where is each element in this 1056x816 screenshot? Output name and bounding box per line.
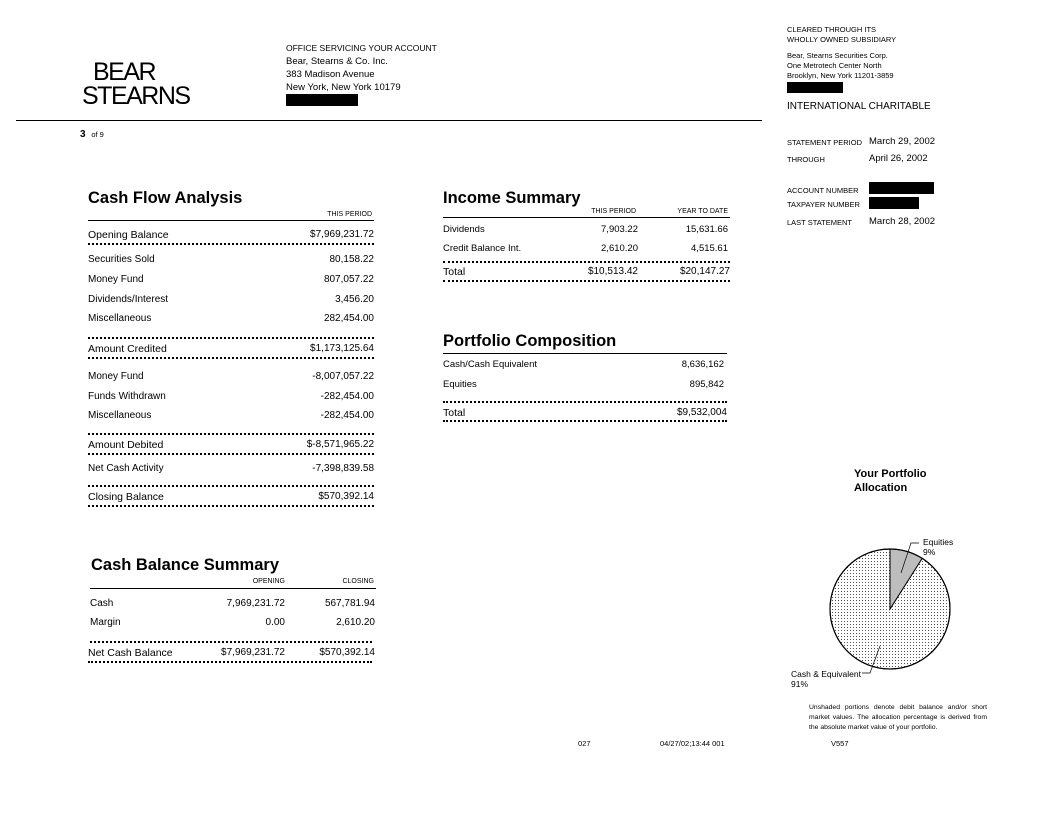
income-total-this-period: $10,513.42 <box>587 266 638 277</box>
net-cash-activity-value: -7,398,839.58 <box>312 463 374 474</box>
dotted-rule <box>88 485 374 489</box>
dotted-rule <box>88 505 374 509</box>
net-cash-balance-closing: $570,392.14 <box>319 647 375 658</box>
last-statement-value: March 28, 2002 <box>869 216 936 227</box>
opening-balance-label: Opening Balance <box>88 229 169 241</box>
office-address <box>286 42 437 94</box>
row-value: -282,454.00 <box>320 391 374 402</box>
closing-balance-label: Closing Balance <box>88 491 164 503</box>
redacted-box <box>869 197 919 209</box>
row-value: 807,057.22 <box>323 274 374 285</box>
bear-stearns-logo <box>82 60 190 108</box>
closing-balance-value: $570,392.14 <box>318 491 374 502</box>
row-value: 895,842 <box>689 379 724 390</box>
row-value-this-period: 2,610.20 <box>601 243 638 254</box>
cash-pct: 91% <box>791 679 809 689</box>
cash-flow-title: Cash Flow Analysis <box>88 189 243 207</box>
row-label: Money Fund <box>88 371 144 382</box>
income-col2-header: YEAR TO DATE <box>677 208 728 215</box>
redacted-box <box>787 82 843 93</box>
net-cash-balance-label: Net Cash Balance <box>88 647 173 659</box>
row-label: Margin <box>90 617 121 628</box>
dotted-rule <box>443 280 730 284</box>
rule <box>443 353 727 354</box>
page-of: of 9 <box>91 130 104 139</box>
rule <box>88 220 374 221</box>
through-label: THROUGH <box>787 155 825 164</box>
rule <box>90 588 376 589</box>
redacted-box <box>869 182 934 194</box>
equities-label: Equities <box>923 537 954 547</box>
amount-debited-label: Amount Debited <box>88 439 164 451</box>
clearing-street: One Metrotech Center North <box>787 61 882 70</box>
amount-credited-label: Amount Credited <box>88 343 167 355</box>
office-street: 383 Madison Avenue <box>286 69 375 80</box>
allocation-title <box>854 467 927 495</box>
row-label: Dividends/Interest <box>88 294 169 305</box>
allocation-title-line1: Your Portfolio <box>854 468 927 480</box>
row-value: 80,158.22 <box>329 254 374 265</box>
row-value-opening: 0.00 <box>265 617 285 628</box>
clearing-name: Bear, Stearns Securities Corp. <box>787 51 888 60</box>
dotted-rule <box>90 641 372 645</box>
row-label: Miscellaneous <box>88 313 152 324</box>
amount-credited-value: $1,173,125.64 <box>310 343 374 354</box>
row-value: -282,454.00 <box>320 410 374 421</box>
statement-period-value: March 29, 2002 <box>869 136 936 147</box>
office-name: Bear, Stearns & Co. Inc. <box>286 56 388 67</box>
row-value: 282,454.00 <box>323 313 374 324</box>
row-value-closing: 2,610.20 <box>336 617 375 628</box>
row-value: 3,456.20 <box>335 294 374 305</box>
cash-legend <box>791 669 861 689</box>
portfolio-total-label: Total <box>443 407 466 419</box>
clearing-block <box>787 25 896 81</box>
account-name: INTERNATIONAL CHARITABLE <box>787 101 931 112</box>
redacted-box <box>286 94 358 106</box>
row-value-ytd: 15,631.66 <box>685 224 728 235</box>
header-rule <box>16 120 762 121</box>
cash-balance-col1-header: OPENING <box>252 578 285 585</box>
income-total-label: Total <box>443 266 466 278</box>
allocation-title-line2: Allocation <box>854 482 908 494</box>
income-total-ytd: $20,147.27 <box>679 266 730 277</box>
cash-label: Cash & Equivalent <box>791 669 861 679</box>
row-label: Credit Balance Int. <box>443 243 522 254</box>
page-current: 3 <box>80 129 86 140</box>
office-heading: OFFICE SERVICING YOUR ACCOUNT <box>286 43 437 53</box>
footer-code-2: V557 <box>831 739 849 748</box>
row-label: Funds Withdrawn <box>88 391 166 402</box>
dotted-rule <box>88 357 374 361</box>
cash-balance-col2-header: CLOSING <box>342 578 374 585</box>
dotted-rule <box>88 433 374 437</box>
row-label: Securities Sold <box>88 254 155 265</box>
dotted-rule <box>443 261 730 265</box>
portfolio-total-value: $9,532,004 <box>676 407 727 418</box>
net-cash-activity-label: Net Cash Activity <box>88 463 164 474</box>
income-col1-header: THIS PERIOD <box>591 208 636 215</box>
row-value-opening: 7,969,231.72 <box>226 598 285 609</box>
dotted-rule <box>88 661 372 665</box>
taxpayer-number-label: TAXPAYER NUMBER <box>787 200 860 209</box>
equities-pct: 9% <box>923 547 936 557</box>
income-summary-title: Income Summary <box>443 189 581 207</box>
footer-code: 027 <box>578 739 591 748</box>
cash-balance-summary-title: Cash Balance Summary <box>91 556 280 574</box>
logo-line1: BEAR <box>93 58 156 86</box>
dotted-rule <box>443 401 727 405</box>
statement-period-label: STATEMENT PERIOD <box>787 138 863 147</box>
through-value: April 26, 2002 <box>869 153 928 164</box>
clearing-line2: WHOLLY OWNED SUBSIDIARY <box>787 35 897 44</box>
row-value: 8,636,162 <box>681 359 724 370</box>
dotted-rule <box>443 420 727 424</box>
amount-debited-value: $-8,571,965.22 <box>306 439 374 450</box>
row-label: Equities <box>443 379 477 390</box>
row-value-ytd: 4,515.61 <box>691 243 728 254</box>
clearing-city: Brooklyn, New York 11201-3859 <box>787 71 894 80</box>
dotted-rule <box>88 453 374 457</box>
dotted-rule <box>88 337 374 341</box>
opening-balance-value: $7,969,231.72 <box>310 229 374 240</box>
clearing-line1: CLEARED THROUGH ITS <box>787 25 877 34</box>
net-cash-balance-opening: $7,969,231.72 <box>221 647 285 658</box>
last-statement-label: LAST STATEMENT <box>787 218 853 227</box>
row-label: Cash <box>90 598 114 609</box>
row-label: Miscellaneous <box>88 410 152 421</box>
rule <box>443 217 730 218</box>
footer-timestamp: 04/27/02;13:44 001 <box>660 739 725 748</box>
equities-legend <box>923 537 953 557</box>
row-label: Money Fund <box>88 274 144 285</box>
row-value: -8,007,057.22 <box>312 371 374 382</box>
office-city: New York, New York 10179 <box>286 82 401 93</box>
logo-line2: STEARNS <box>82 82 190 110</box>
cash-flow-col-header: THIS PERIOD <box>327 211 372 218</box>
row-value-this-period: 7,903.22 <box>601 224 638 235</box>
portfolio-composition-title: Portfolio Composition <box>443 332 617 350</box>
allocation-note: Unshaded portions denote debit balance and/or short market values. The allocation percentage is derived from the absolute market value of your portfolio. <box>809 704 987 731</box>
page-number <box>80 129 104 140</box>
row-label: Dividends <box>443 224 485 235</box>
account-number-label: ACCOUNT NUMBER <box>787 186 859 195</box>
row-label: Cash/Cash Equivalent <box>443 359 537 370</box>
row-value-closing: 567,781.94 <box>324 598 375 609</box>
dotted-rule <box>88 243 374 247</box>
